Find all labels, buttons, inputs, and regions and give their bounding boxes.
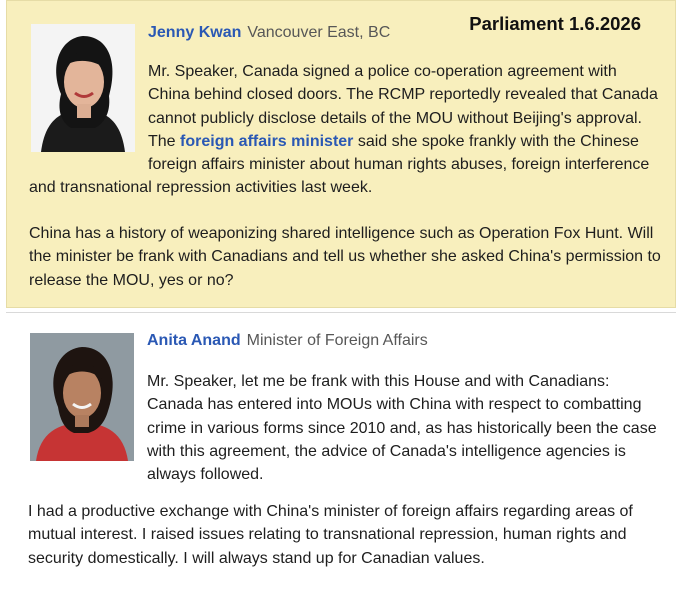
speaker-title: Minister of Foreign Affairs <box>246 332 428 349</box>
question-text-end: said she spoke frankly with the Chinese foreign affairs minister about human rights abuses, foreign interference <box>148 132 650 174</box>
question-paragraph-1 <box>148 60 658 176</box>
speaker-name-link[interactable]: Jenny Kwan <box>148 24 242 41</box>
answer-paragraph-1: Mr. Speaker, let me be frank with this House and with Canadians: Canada has entered into MOUs with China with respect to combatting crime in various forms since 2010 and, as has historically been the case with this agreement, the advice of Canada's intelligence agencies is always followed. <box>147 373 657 484</box>
jenny-kwan-photo[interactable] <box>31 24 135 152</box>
question-paragraph-1-continued: and transnational repression activities last week. <box>29 179 373 196</box>
speaker-riding: Vancouver East, BC <box>247 24 391 41</box>
question-paragraph-2: China has a history of weaponizing shared intelligence such as Operation Fox Hunt. Will the minister be frank with Canadians and tell us whether she asked China's permission to release the MOU, yes or no? <box>29 225 661 289</box>
portrait-icon <box>30 333 134 461</box>
answer-speaker-line <box>147 331 428 351</box>
question-speaker-line <box>148 23 390 43</box>
portrait-icon <box>31 24 135 152</box>
date-stamp: Parliament 1.6.2026 <box>469 13 641 34</box>
question-card <box>6 0 676 308</box>
anita-anand-photo[interactable] <box>30 333 134 461</box>
speaker-name-link[interactable]: Anita Anand <box>147 332 241 349</box>
question-text-start: Mr. Speaker, Canada signed a police co-operation agreement with China behind closed doors. The RCMP reportedly revealed that Canada cannot publicly disclose details of the MOU without Beijing's approval. The <box>148 63 658 150</box>
answer-card <box>6 312 676 598</box>
answer-paragraph-2: I had a productive exchange with China's minister of foreign affairs regarding areas of mutual interest. I raised issues relating to transnational repression, human rights and security domestically. I will always stand up for Canadian values. <box>28 503 633 567</box>
foreign-affairs-minister-link[interactable]: foreign affairs minister <box>180 132 354 150</box>
